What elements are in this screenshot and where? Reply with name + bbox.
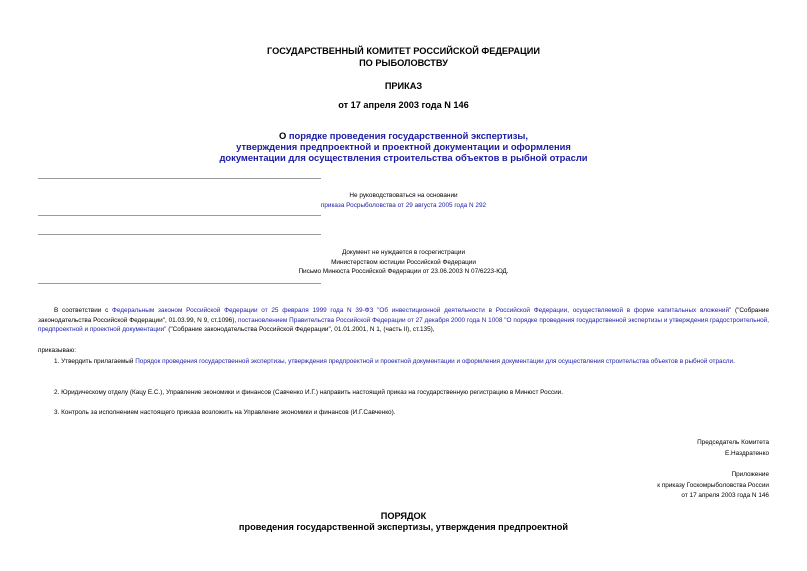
doc-date: от 17 апреля 2003 года N 146 [338, 100, 469, 110]
signature-name: Е.Наздратенко [725, 450, 769, 457]
preamble-text: ("Собрание законодательства Российской Федерации", 01.03.99, N 9, ст.1096), [38, 307, 770, 324]
title-line3[interactable]: документации для осуществления строительства объектов в рыбной отрасли [219, 152, 588, 163]
procedure-link[interactable]: Порядок проведения государственной экспертизы, утверждения предпроектной и проектной документации и оформления документации для осуществления строительства объектов в рыбной отрасли [135, 358, 734, 365]
doc-type: ПРИКАЗ [384, 81, 423, 91]
appendix-line3: от 17 апреля 2003 года N 146 [681, 492, 769, 499]
order-item-2: 2. Юридическому отделу (Кацу Е.С.), Управление экономики и финансов (Савченко И.Г.) направить настоящий приказ на государственную регистрацию в Минюст России. [54, 389, 564, 396]
appendix-line2: к приказу Госкомрыболовства России [657, 482, 769, 489]
note2-line1: Документ не нуждается в госрегистрации [341, 249, 466, 256]
signature-position: Председатель Комитета [697, 439, 769, 446]
divider-rule [38, 178, 321, 179]
divider-rule [38, 215, 321, 216]
federal-law-link[interactable]: Федеральным законом Российской Федерации от 25 февраля 1999 года N 39-ФЗ "Об инвестиционной деятельности в Российской Федерации, осуществляемой в форме капитальных вложений" [112, 307, 732, 314]
org-name-line1: ГОСУДАРСТВЕННЫЙ КОМИТЕТ РОССИЙСКОЙ ФЕДЕРАЦИИ [267, 46, 540, 56]
section-title: ПОРЯДОК [380, 511, 427, 521]
order-item-1 [38, 357, 769, 367]
note2-line2: Министерством юстиции Российской Федерации [331, 259, 476, 266]
item1-suffix: . [733, 358, 735, 365]
note2-line3: Письмо Минюста Российской Федерации от 23.06.2003 N 07/6223-ЮД. [298, 268, 509, 275]
title-link[interactable]: порядке проведения государственной экспертизы, [288, 130, 529, 141]
order-word: приказываю: [38, 347, 76, 354]
title-line1 [0, 130, 807, 141]
appendix-line1: Приложение [731, 471, 769, 478]
divider-rule [38, 283, 321, 284]
order-item-3: 3. Контроль за исполнением настоящего приказа возложить на Управление экономики и финансов (И.Г.Савченко). [54, 409, 396, 416]
preamble-paragraph [38, 306, 769, 335]
org-name-line2: ПО РЫБОЛОВСТВУ [359, 58, 448, 68]
title-line2[interactable]: утверждения предпроектной и проектной документации и оформления [236, 141, 571, 152]
preamble-text: В соответствии с [54, 307, 113, 314]
note1-text: Не руководствоваться на основании [349, 192, 458, 199]
government-decree-link[interactable]: постановлением Правительства Российской Федерации от 27 декабря 2000 года N 1008 "О порядке проведения государственной экспертизы и утверждения градостроительной, предпроектной и проектной документации" [38, 316, 770, 334]
item1-prefix: 1. Утвердить прилагаемый [54, 358, 136, 365]
note1-link[interactable]: приказа Росрыболовства от 29 августа 2005 года N 292 [320, 202, 487, 209]
preamble-text: ("Собрание законодательства Российской Федерации", 01.01.2001, N 1, (часть II), ст.135), [166, 326, 435, 334]
title-prefix: О [278, 130, 289, 141]
section-subtitle: проведения государственной экспертизы, утверждения предпроектной [238, 522, 569, 532]
divider-rule [38, 234, 321, 235]
